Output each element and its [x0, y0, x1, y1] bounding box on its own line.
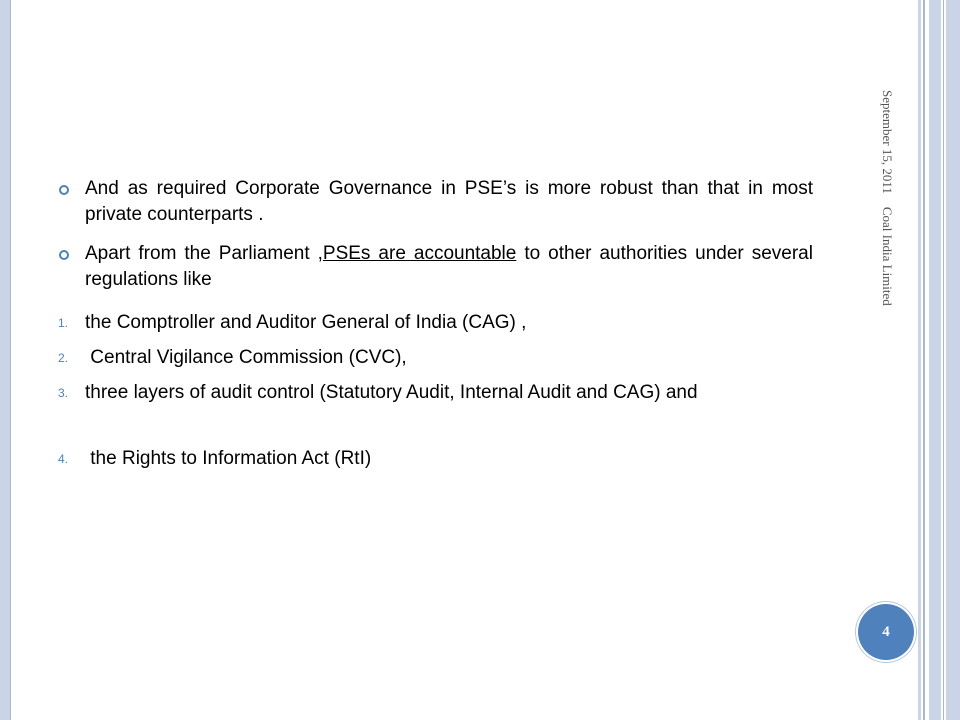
item-text: the Comptroller and Auditor General of India (CAG) , — [85, 312, 527, 333]
bullet-text-post: to other authorities under several regulations like — [85, 243, 813, 290]
item-number: 2. — [58, 351, 69, 365]
bullet-marker-icon — [58, 176, 82, 204]
bullet-marker-icon — [58, 241, 82, 269]
side-caption — [880, 90, 910, 390]
page-number-badge: 4 — [858, 604, 914, 660]
numbered-item — [58, 446, 813, 472]
item-number: 3. — [58, 386, 69, 400]
date-company-label: September 15, 2011 Coal India Limited — [880, 90, 895, 306]
item-number: 1. — [58, 316, 69, 330]
numbered-item — [58, 380, 813, 406]
bullet-item — [58, 241, 813, 293]
item-text: the Rights to Information Act (RtI) — [85, 448, 372, 469]
bullet-item — [58, 176, 813, 228]
bullet-text — [85, 241, 813, 293]
numbered-item — [58, 310, 813, 336]
item-number: 4. — [58, 452, 69, 466]
bullet-text: And as required Corporate Governance in PSE’s is more robust than that in most private counterparts . — [85, 178, 813, 225]
numbered-item — [58, 345, 813, 371]
bullet-text-underlined: PSEs are accountable — [322, 243, 517, 264]
item-text: three layers of audit control (Statutory Audit, Internal Audit and CAG) and — [85, 382, 698, 403]
bullet-text-pre: Apart from the Parliament , — [85, 243, 323, 264]
item-text: Central Vigilance Commission (CVC), — [85, 347, 407, 368]
